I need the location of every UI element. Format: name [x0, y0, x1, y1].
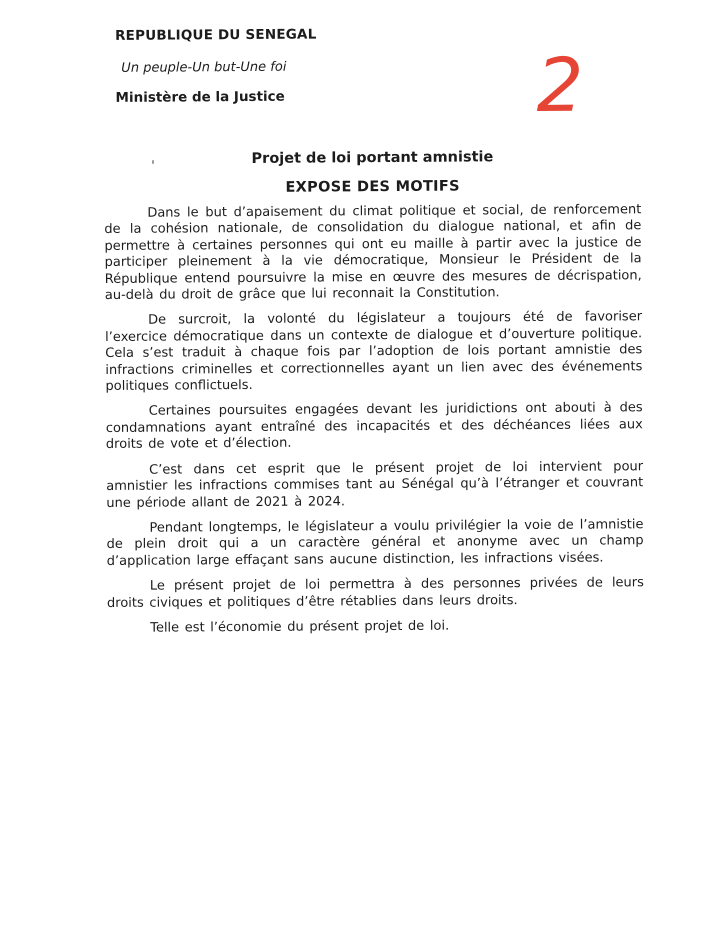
paragraph-2: De surcroit, la volonté du législateur a toujours été de favoriser l’exercice démocratique dans un contexte de dialogue et d’ouverture politique. Cela s’est traduit à chaque fois par l’adoption de lois portant amnistie des infractions criminelles et correctionnelles ayant un lien avec des événements politiques conflictuels. — [105, 309, 643, 395]
letterhead-country: REPUBLIQUE DU SENEGAL — [114, 26, 317, 44]
paragraph-6: Le présent projet de loi permettra à des personnes privées de leurs droits civiques et politiques d’être rétablies dans leurs droits. — [106, 575, 644, 611]
document-subtitle: EXPOSE DES MOTIFS — [285, 178, 460, 196]
paragraph-3: Certaines poursuites engagées devant les juridictions ont abouti à des condamnations ayant entraîné des incapacités et des déchéances liées aux droits de vote et d’élection. — [105, 400, 643, 453]
page-number: 2 — [536, 42, 584, 129]
letterhead — [103, 24, 641, 129]
document-body — [104, 202, 644, 637]
paragraph-1: Dans le but d’apaisement du climat politique et social, de renforcement de la cohésion nationale, de consolidation du dialogue national, et afin de permettre à certaines personnes qui ont eu maille à partir avec la justice de participer pleinement à la vie démocratique, Monsieur le Président de la République entend poursuivre la mise en œuvre des mesures de décrispation, au-delà du droit de grâce que lui reconnait la Constitution. — [104, 202, 642, 304]
scan-artifact-dot — [152, 160, 154, 164]
paragraph-7: Telle est l’économie du présent projet de loi. — [150, 618, 450, 636]
document-content — [103, 24, 644, 646]
letterhead-ministry: Ministère de la Justice — [115, 88, 285, 106]
paragraph-5: Pendant longtemps, le législateur a voulu privilégier la voie de l’amnistie de plein droit qui a un caractère général et anonyme avec un champ d’application large effaçant sans aucune distinction, les infractions visées. — [106, 517, 644, 569]
document-title: Projet de loi portant amnistie — [251, 149, 494, 167]
letterhead-motto: Un peuple-Un but-Une foi — [121, 59, 287, 76]
paragraph-4: C’est dans cet esprit que le présent projet de loi intervient pour amnistier les infractions commises tant au Sénégal qu’à l’étranger et couvrant une période allant de 2021 à 2024. — [106, 458, 644, 511]
